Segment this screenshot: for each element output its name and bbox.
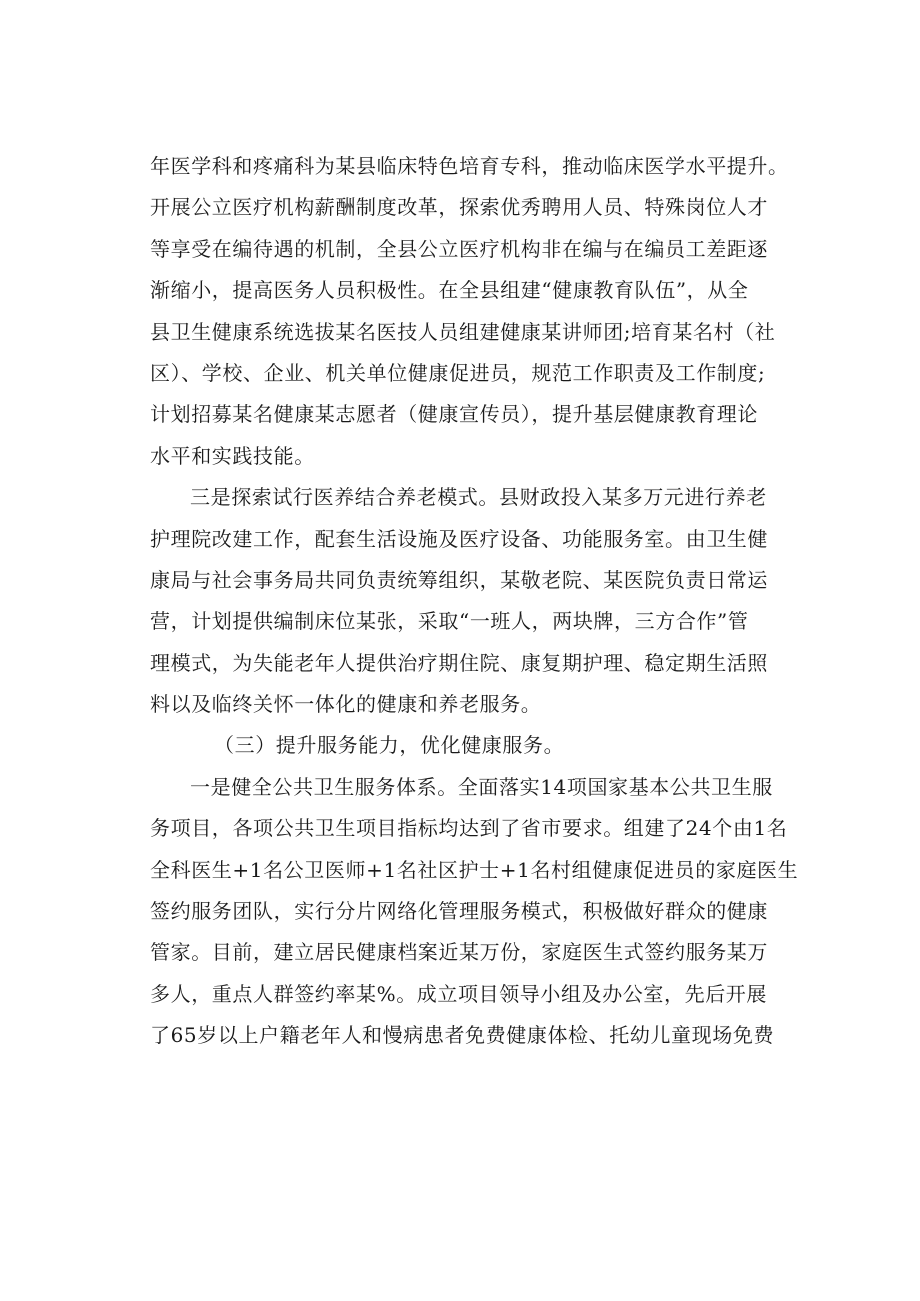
text-line: 全科医生+1名公卫医师+1名社区护士+1名村组健康促进员的家庭医生 xyxy=(150,857,799,882)
text-line: 县卫生健康系统选拔某名医技人员组建健康某讲师团;培育某名村（社 xyxy=(150,319,776,344)
text-line: 营，计划提供编制床位某张，采取“一班人，两块牌，三方合作”管 xyxy=(150,609,749,634)
text-line: 管家。目前，建立居民健康档案近某万份，家庭医生式签约服务某万 xyxy=(150,940,768,965)
text-line: 水平和实践技能。 xyxy=(150,443,315,468)
paragraph-first-line: 一是健全公共卫生服务体系。全面落实14项国家基本公共卫生服 xyxy=(190,774,773,799)
text-line: 开展公立医疗机构薪酬制度改革，探索优秀聘用人员、特殊岗位人才 xyxy=(150,195,768,220)
text-line: 区）、学校、企业、机关单位健康促进员，规范工作职责及工作制度; xyxy=(150,360,766,385)
text-line: 康局与社会事务局共同负责统筹组织，某敬老院、某医院负责日常运 xyxy=(150,567,768,592)
body-text xyxy=(150,146,800,1057)
text-line: 渐缩小，提高医务人员积极性。在全县组建“健康教育队伍”，从全 xyxy=(150,278,749,303)
paragraph-first-line: 三是探索试行医养结合养老模式。县财政投入某多万元进行养老 xyxy=(190,485,767,510)
text-line: 理模式，为失能老年人提供治疗期住院、康复期护理、稳定期生活照 xyxy=(150,650,768,675)
section-heading: （三）提升服务能力，优化健康服务。 xyxy=(214,733,565,758)
text-line: 年医学科和疼痛科为某县临床特色培育专科，推动临床医学水平提升。 xyxy=(150,154,789,178)
text-line: 务项目，各项公共卫生项目指标均达到了省市要求。组建了24个由1名 xyxy=(150,816,788,841)
text-line: 了65岁以上户籍老年人和慢病患者免费健康体检、托幼儿童现场免费 xyxy=(150,1023,775,1048)
text-line: 料以及临终关怀一体化的健康和养老服务。 xyxy=(150,692,542,717)
text-line: 计划招募某名健康某志愿者（健康宣传员），提升基层健康教育理论 xyxy=(150,402,758,427)
text-line: 多人，重点人群签约率某%。成立项目领导小组及办公室，先后开展 xyxy=(150,981,768,1006)
text-line: 签约服务团队，实行分片网络化管理服务模式，积极做好群众的健康 xyxy=(150,899,768,924)
text-line: 护理院改建工作，配套生活设施及医疗设备、功能服务室。由卫生健 xyxy=(150,526,768,551)
text-line: 等享受在编待遇的机制，全县公立医疗机构非在编与在编员工差距逐 xyxy=(150,236,768,261)
